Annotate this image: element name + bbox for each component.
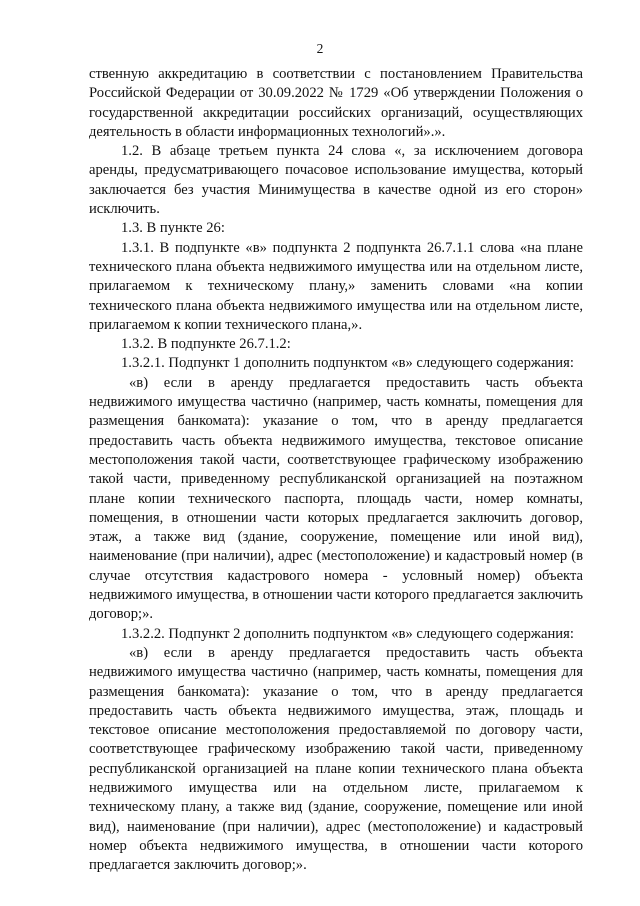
paragraph-1-3-1: 1.3.1. В подпункте «в» подпункта 2 подпункта 26.7.1.1 слова «на плане технического плана объекта недвижимого имущества или на отдельном листе, прилагаемом к техническому плану,» заменить словами «на копии технического плана объекта недвижимого имущества или на отдельном листе, прилагаемом к копии технического плана,». xyxy=(89,239,583,333)
paragraph-1-3-2-2: 1.3.2.2. Подпункт 2 дополнить подпунктом «в» следующего содержания: xyxy=(121,625,574,642)
quoted-subparagraph-v-1: «в) если в аренду предлагается предоставить часть объекта недвижимого имущества частично (например, часть комнаты, помещения для размещения банкомата): указание о том, что в аренду предлагается предоставить часть объекта недвижимого имущества, текстовое описание местоположения такой части, соответствующее графическому изображению такой части, приведенному республиканской организацией на поэтажном плане копии технического паспорта, площадь части, номер комнаты, помещения, в отношении части которых предлагается заключить договор, этаж, а также вид (здание, сооружение, помещение или иной вид), наименование (при наличии), адрес (местоположение) и кадастровый номер (в случае отсутствия кадастрового номера - условный номер) объекта недвижимого имущества, в отношении части которого предлагается заключить договор;». xyxy=(89,374,583,623)
paragraph-1-2: 1.2. В абзаце третьем пункта 24 слова «, за исключением договора аренды, предусматривающего почасовое использование имущества, который заключается без участия Минимущества в качестве одной из его сторон» исключить. xyxy=(89,143,583,218)
quoted-subparagraph-v-2: «в) если в аренду предлагается предоставить часть объекта недвижимого имущества частично (например, часть комнаты, помещения для размещения банкомата): указание о том, что в аренду предлагается предоставить часть объекта недвижимого имущества, этаж, площадь и текстовое описание местоположения предоставляемой по договору части, соответствующее графическому изображению такой части, приведенному республиканской организацией на плане копии технического плана объекта недвижимого имущества или на отдельном листе, прилагаемом к техническому плану, а также вид (здание, сооружение, помещение или иной вид), наименование (при наличии), адрес (местоположение) и кадастровый номер объекта недвижимого имущества, в отношении части которого предлагается заключить договор;». xyxy=(89,644,583,874)
page-number: 2 xyxy=(316,41,324,56)
paragraph-1-3-2: 1.3.2. В подпункте 26.7.1.2: xyxy=(121,336,291,353)
paragraph-1-3: 1.3. В пункте 26: xyxy=(121,220,225,237)
document-body xyxy=(89,65,583,875)
paragraph-continuation: ственную аккредитацию в соответствии с постановлением Правительства Российской Федерации от 30.09.2022 № 1729 «Об утверждении Положения о государственной аккредитации российских организаций, осуществляющих деятельность в области информационных технологий».». xyxy=(89,66,583,140)
paragraph-1-3-2-1: 1.3.2.1. Подпункт 1 дополнить подпунктом «в» следующего содержания: xyxy=(121,355,574,372)
